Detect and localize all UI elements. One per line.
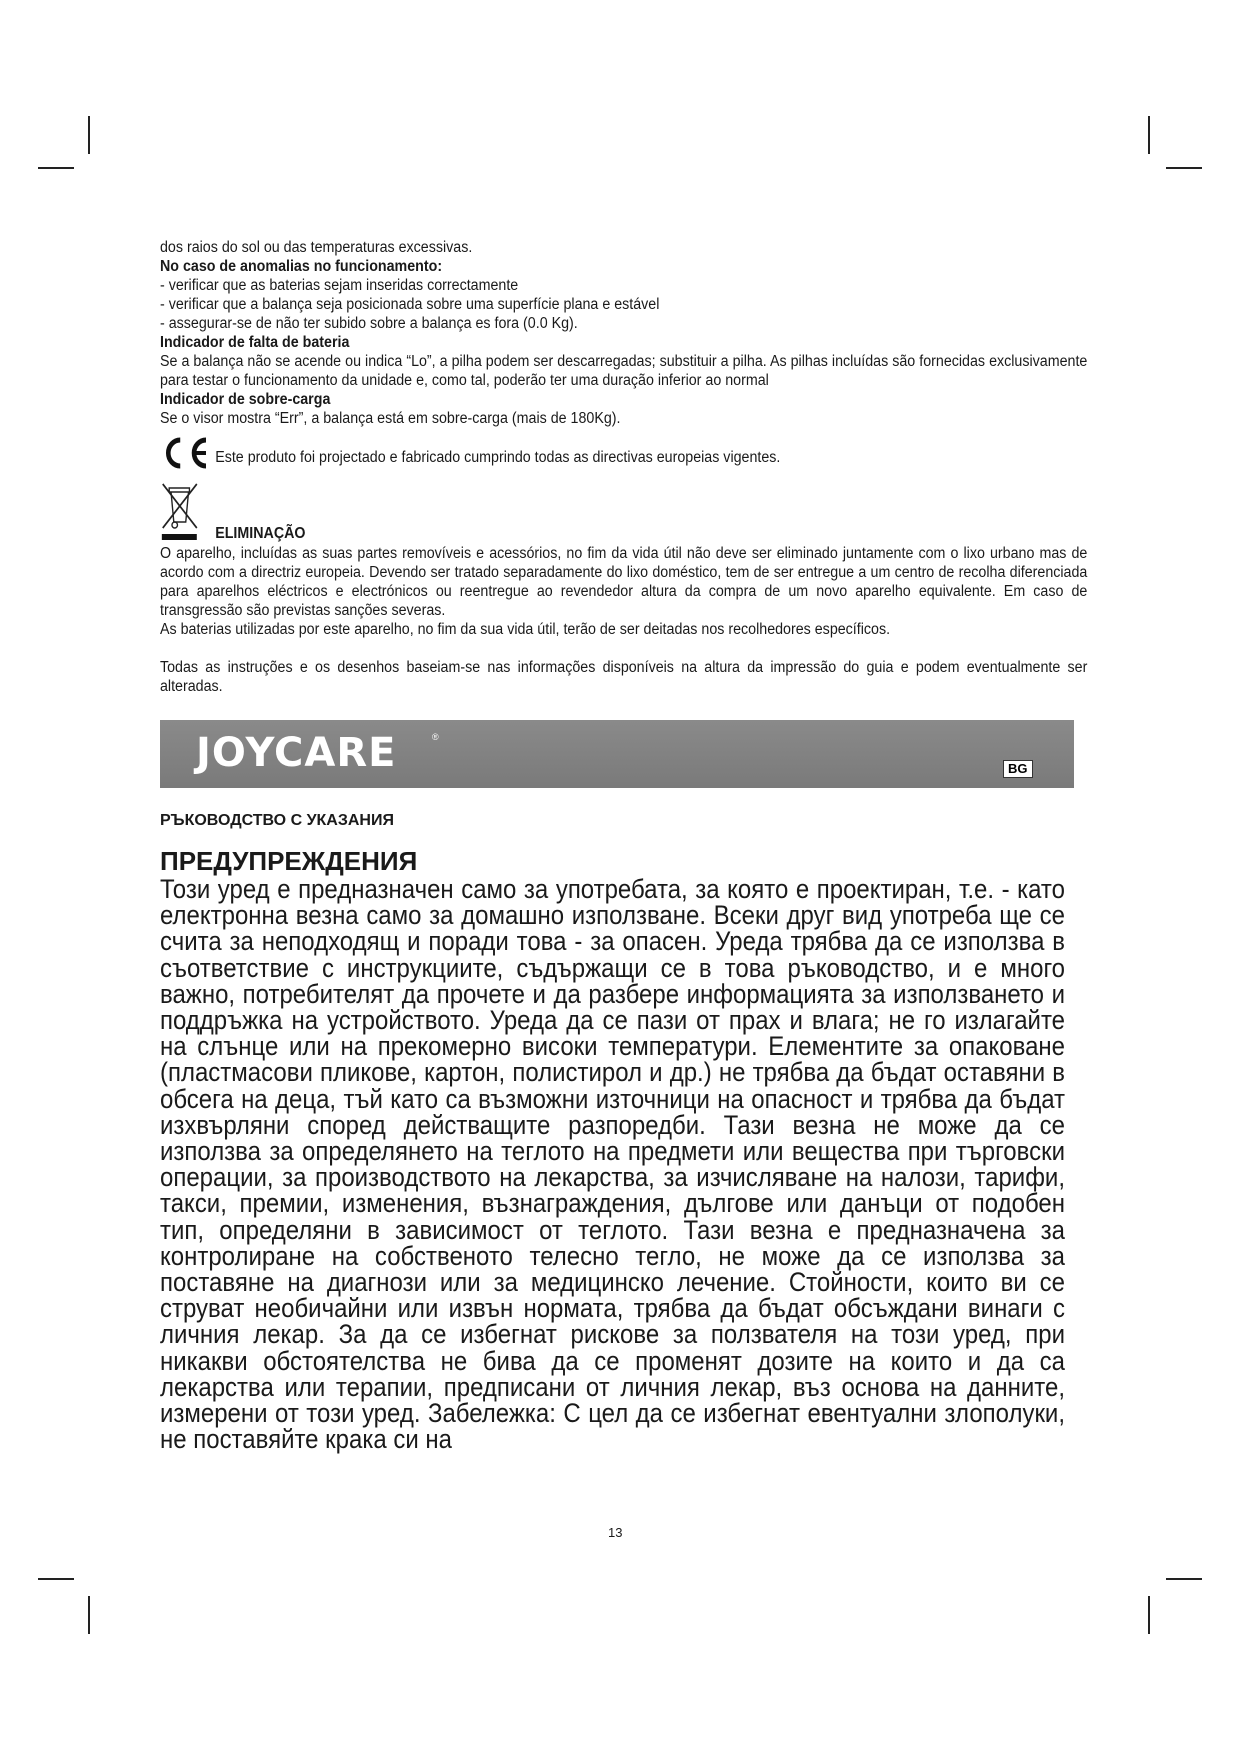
batteries-text: As baterias utilizadas por este aparelho, no fim da sua vida útil, terão de ser deitadas nos recolhedores específicos. <box>160 621 891 638</box>
battery-text: Se a balança não se acende ou indica “Lo”, a pilha podem ser descarregadas; substituir a pilha. As pilhas incluídas são fornecidas exclusivamente para testar o funcionamento da unidade e, como tal, poderão ter uma duração inferior ao normal <box>160 353 1088 389</box>
crossed-bin-icon <box>160 478 200 540</box>
crop-mark <box>1166 1578 1202 1580</box>
anomaly-item: - verificar que as baterias sejam inseridas correctamente <box>160 277 519 294</box>
portuguese-section <box>160 238 1088 696</box>
warnings-paragraph: Този уред е предназначен само за употребата, за която е проектиран, т.е. - като електронна везна само за домашно използване. Всеки друг вид употреба ще се счита за неподходящ и поради това - за опасен. Уреда трябва да се използва в съответствие с инструкциите, съдържащи се в това ръководство, и е много важно, потребителят да прочете и да разбере информацията за използването и поддръжка на устройството. Уреда да се пази от прах и влага; не го излагайте на слънце или на прекомерно високи температури. Елементите за опаковане (пластмасови пликове, картон, полистирол и др.) не трябва да бъдат оставяни в обсега на деца, тъй като са възможни източници на опасност и трябва да бъдат изхвърляни според действащите разпоредби. Тази везна не може да се използва за определянето на теглото на предмети или вещества при търговски операции, за производството на лекарства, за изчисляване на налози, тарифи, такси, премии, изменения, възнаграждения, дългове или данъци от подобен тип, определяни в зависимост от теглото. Тази везна е предназначена за контролиране на собственото телесно тегло, не може да се използва за поставяне на диагнози или за медицинско лечение. Стойности, които ви се струват необичайни или извън нормата, трябва да бъдат обсъждани винаги с личния лекар. За да се избегнат рискове за ползвателя на този уред, при никакви обстоятелства не бива да се променят дозите на които и да са лекарства или терапии, предписани от личния лекар, въз основа на данните, измерени от този уред. Забележка: С цел да се избегнат евентуални злополуки, не поставяйте крака си на <box>160 874 1065 1455</box>
language-badge: BG <box>1003 760 1033 778</box>
ce-row <box>160 436 1087 472</box>
anomaly-item: - verificar que a balança seja posicionada sobre uma superfície plana e estável <box>160 296 660 313</box>
crop-mark <box>38 167 74 169</box>
overload-heading: Indicador de sobre-carga <box>160 391 331 408</box>
brand-banner <box>160 720 1074 788</box>
overload-text: Se o visor mostra “Err”, a balança está em sobre-carga (mais de 180Kg). <box>160 410 621 427</box>
crop-mark <box>1166 167 1202 169</box>
crop-mark <box>1148 1596 1150 1634</box>
crop-mark <box>38 1578 74 1580</box>
ce-mark-icon <box>160 436 213 470</box>
elimination-heading: ELIMINAÇÃO <box>215 525 306 542</box>
anomaly-item: - assegurar-se de não ter subido sobre a balança es fora (0.0 Kg). <box>160 315 578 332</box>
ce-text: Este produto foi projectado e fabricado cumprindo todas as directivas europeias vigentes. <box>215 449 781 466</box>
instructions-text: Todas as instruções e os desenhos baseiam-se nas informações disponíveis na altura da impressão do guia e podem eventualmente ser alteradas. <box>160 659 1088 695</box>
crop-mark <box>1148 116 1150 154</box>
brand-logo: JOYCARE <box>196 730 397 776</box>
crop-mark <box>88 116 90 154</box>
crop-mark <box>88 1596 90 1634</box>
registered-mark: ® <box>432 732 439 742</box>
warnings-text <box>160 874 1065 1455</box>
battery-heading: Indicador de falta de bateria <box>160 334 350 351</box>
elimination-text: O aparelho, incluídas as suas partes removíveis e acessórios, no fim da vida útil não deve ser eliminado juntamente com o lixo urbano mas de acordo com a directriz europeia. Devendo ser tratado separadamente do lixo doméstico, tem de ser entregue a um centro de recolha diferenciada para aparelhos eléctricos e electrónicos ou reentregue ao revendedor altura da compra de um novo aparelho equivalente. Em caso de transgressão são previstas sanções severas. <box>160 545 1088 619</box>
page-number: 13 <box>608 1525 623 1540</box>
anomaly-heading: No caso de anomalias no funcionamento: <box>160 258 443 275</box>
manual-title: РЪКОВОДСТВО С УКАЗАНИЯ <box>160 812 394 829</box>
weee-row <box>160 478 1087 544</box>
sun-line: dos raios do sol ou das temperaturas excessivas. <box>160 239 473 256</box>
warnings-title: ПРЕДУПРЕЖДЕНИЯ <box>160 846 418 876</box>
